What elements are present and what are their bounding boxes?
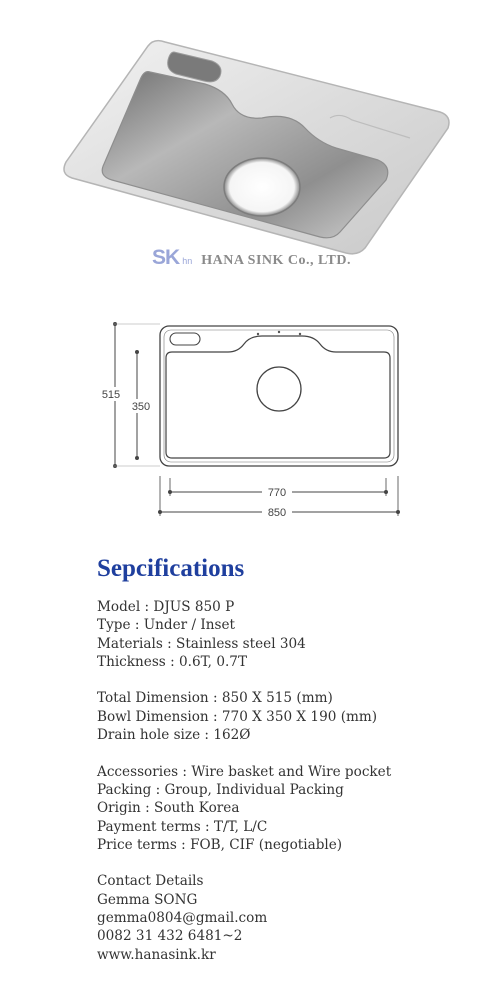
spec-total-dimension: Total Dimension : 850 X 515 (mm) bbox=[97, 690, 333, 707]
drain-outline bbox=[257, 367, 301, 411]
contact-name: Gemma SONG bbox=[97, 891, 198, 908]
spec-origin: Origin : South Korea bbox=[97, 800, 240, 817]
spec-thickness: Thickness : 0.6T, 0.7T bbox=[97, 653, 248, 670]
spec-materials: Materials : Stainless steel 304 bbox=[97, 635, 306, 652]
logo-mark-small: hn bbox=[182, 256, 193, 266]
pocket-outline bbox=[170, 333, 200, 345]
bowl-outline bbox=[166, 336, 390, 458]
spec-bowl-dimension: Bowl Dimension : 770 X 350 X 190 (mm) bbox=[97, 708, 378, 725]
contact-phone: 0082 31 432 6481~2 bbox=[97, 928, 243, 945]
contact-email[interactable]: gemma0804@gmail.com bbox=[97, 910, 268, 927]
spec-price-terms: Price terms : FOB, CIF (negotiable) bbox=[97, 836, 343, 853]
company-logo bbox=[152, 246, 351, 270]
spec-title: Sepcifications bbox=[97, 555, 245, 582]
spec-group-dimensions bbox=[97, 689, 487, 744]
spec-group-trade bbox=[97, 763, 487, 854]
bowl-width-label: 770 bbox=[267, 487, 287, 499]
spec-payment-terms: Payment terms : T/T, L/C bbox=[97, 818, 268, 835]
specifications-section bbox=[97, 552, 487, 964]
total-height-label: 515 bbox=[101, 389, 121, 401]
technical-drawing bbox=[0, 300, 500, 540]
contact-website[interactable]: www.hanasink.kr bbox=[97, 946, 216, 963]
contact-heading: Contact Details bbox=[97, 873, 204, 890]
logo-company-name: HANA SINK Co., LTD. bbox=[201, 253, 351, 268]
spec-group-product bbox=[97, 598, 487, 671]
spec-packing: Packing : Group, Individual Packing bbox=[97, 781, 344, 798]
spec-accessories: Accessories : Wire basket and Wire pocket bbox=[97, 763, 392, 780]
sink-outline bbox=[160, 326, 398, 466]
spec-drain-hole: Drain hole size : 162Ø bbox=[97, 727, 251, 744]
total-width-label: 850 bbox=[267, 507, 287, 519]
logo-mark: SK bbox=[152, 246, 180, 269]
spec-type: Type : Under / Inset bbox=[97, 617, 236, 634]
bowl-height-label: 350 bbox=[131, 401, 151, 413]
contact-details bbox=[97, 872, 487, 963]
spec-model: Model : DJUS 850 P bbox=[97, 599, 235, 615]
